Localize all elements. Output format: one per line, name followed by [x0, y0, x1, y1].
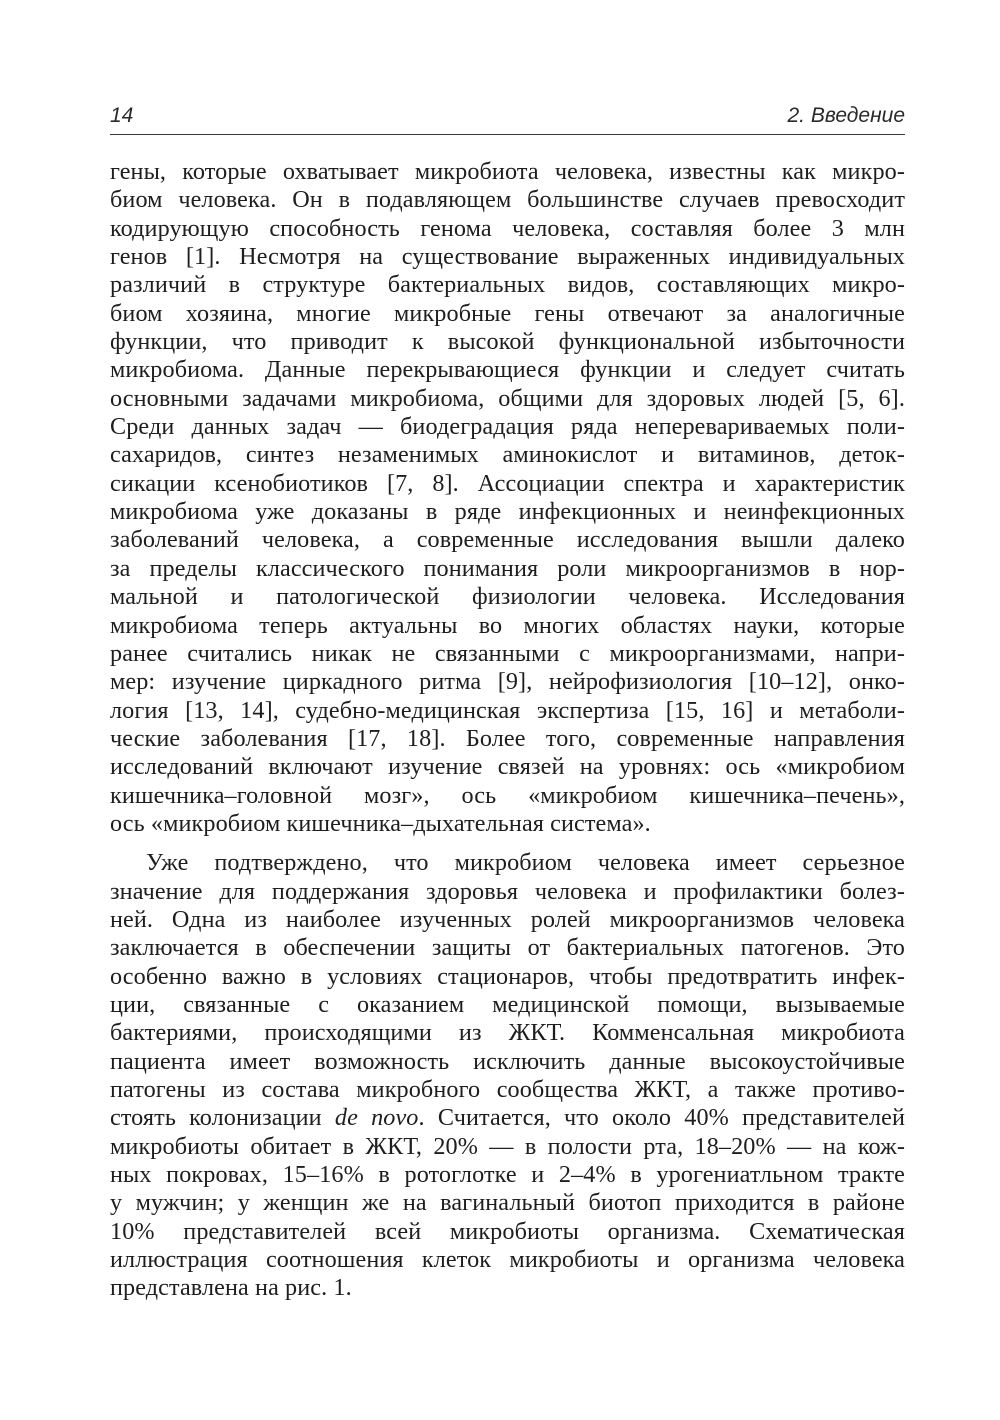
text-line: биом человека. Он в подавляющем большинстве случаев превосходит	[110, 186, 905, 214]
text-line: значение для поддержания здоровья человека и профилактики болез-	[110, 877, 905, 905]
paragraph-2	[110, 849, 905, 1303]
text-line: представлена на рис. 1.	[110, 1274, 352, 1302]
text-line: Среди данных задач — биодеградация ряда неперевариваемых поли-	[110, 413, 905, 441]
text-fragment: стоять колонизации	[110, 1104, 335, 1132]
text-line: Уже подтверждено, что микробиом человека имеет серьезное	[146, 849, 905, 877]
text-line: особенно важно в условиях стационаров, чтобы предотвратить инфек-	[110, 962, 905, 990]
text-line: ческие заболевания [17, 18]. Более того, современные направления	[110, 724, 905, 752]
paragraph-gap	[110, 838, 905, 849]
text-line: исследований включают изучение связей на уровнях: ось «микробиом	[110, 753, 905, 781]
text-line: сахаридов, синтез незаменимых аминокислот и витаминов, деток-	[110, 441, 905, 469]
text-line: патогены из состава микробного сообщества ЖКТ, а также противо-	[110, 1076, 905, 1103]
text-line: ных покровах, 15–16% в ротоглотке и 2–4% в урогениатльном тракте	[110, 1161, 905, 1189]
text-line: различий в структуре бактериальных видов, составляющих микро-	[110, 271, 905, 299]
text-line: у мужчин; у женщин же на вагинальный биотоп приходится в районе	[110, 1189, 905, 1217]
text-line: мер: изучение циркадного ритма [9], нейрофизиология [10–12], онко-	[110, 668, 905, 696]
book-page	[110, 0, 905, 1420]
text-line: биом хозяина, многие микробные гены отвечают за аналогичные	[110, 299, 905, 327]
text-fragment: . Считается, что около 40% представителей	[418, 1104, 905, 1132]
text-line: бактериями, происходящими из ЖКТ. Комменсальная микробиота	[110, 1019, 905, 1047]
italic-term: de novo	[334, 1104, 419, 1132]
text-line: основными задачами микробиома, общими для здоровых людей [5, 6].	[110, 384, 905, 412]
text-line: микробиома уже доказаны в ряде инфекционных и неинфекционных	[110, 498, 905, 526]
text-line: ось «микробиом кишечника–дыхательная система».	[110, 809, 651, 837]
body-text	[110, 158, 905, 1303]
text-line: генов [1]. Несмотря на существование выраженных индивидуальных	[110, 243, 905, 271]
section-title: 2. Введение	[787, 104, 905, 127]
text-line: заключается в обеспечении защиты от бактериальных патогенов. Это	[110, 934, 905, 962]
text-line: иллюстрация соотношения клеток микробиоты и организма человека	[110, 1246, 905, 1274]
text-line: заболеваний человека, а современные исследования вышли далеко	[110, 526, 905, 554]
running-head	[110, 98, 905, 132]
text-line: кишечника–головной мозг», ось «микробиом кишечника–печень»,	[110, 781, 905, 809]
text-line: ции, связанные с оказанием медицинской помощи, вызываемые	[110, 990, 905, 1018]
text-line: микробиоты обитает в ЖКТ, 20% — в полости рта, 18–20% — на кож-	[110, 1132, 905, 1160]
text-line: микробиома. Данные перекрывающиеся функции и следует считать	[110, 356, 905, 384]
header-rule	[110, 134, 905, 135]
text-line: ней. Одна из наиболее изученных ролей микроорганизмов человека	[110, 905, 905, 933]
text-line-with-italic	[110, 1104, 905, 1132]
text-line: микробиома теперь актуальны во многих областях науки, которые	[110, 611, 905, 639]
text-line: логия [13, 14], судебно-медицинская экспертиза [15, 16] и метаболи-	[110, 696, 905, 724]
text-line: пациента имеет возможность исключить данные высокоустойчивые	[110, 1047, 905, 1075]
text-line: функции, что приводит к высокой функциональной избыточности	[110, 328, 905, 356]
text-line: за пределы классического понимания роли микроорганизмов в нор-	[110, 554, 905, 582]
text-line: кодирующую способность генома человека, составляя более 3 млн	[110, 214, 905, 242]
text-line: ранее считались никак не связанными с микроорганизмами, напри-	[110, 639, 905, 667]
text-line: 10% представителей всей микробиоты организма. Схематическая	[110, 1217, 905, 1245]
page-number: 14	[110, 104, 134, 127]
text-line: мальной и патологической физиологии человека. Исследования	[110, 583, 905, 611]
paragraph-1	[110, 158, 905, 838]
text-line: сикации ксенобиотиков [7, 8]. Ассоциации спектра и характеристик	[110, 469, 905, 497]
text-line: гены, которые охватывает микробиота человека, известны как микро-	[110, 158, 905, 185]
